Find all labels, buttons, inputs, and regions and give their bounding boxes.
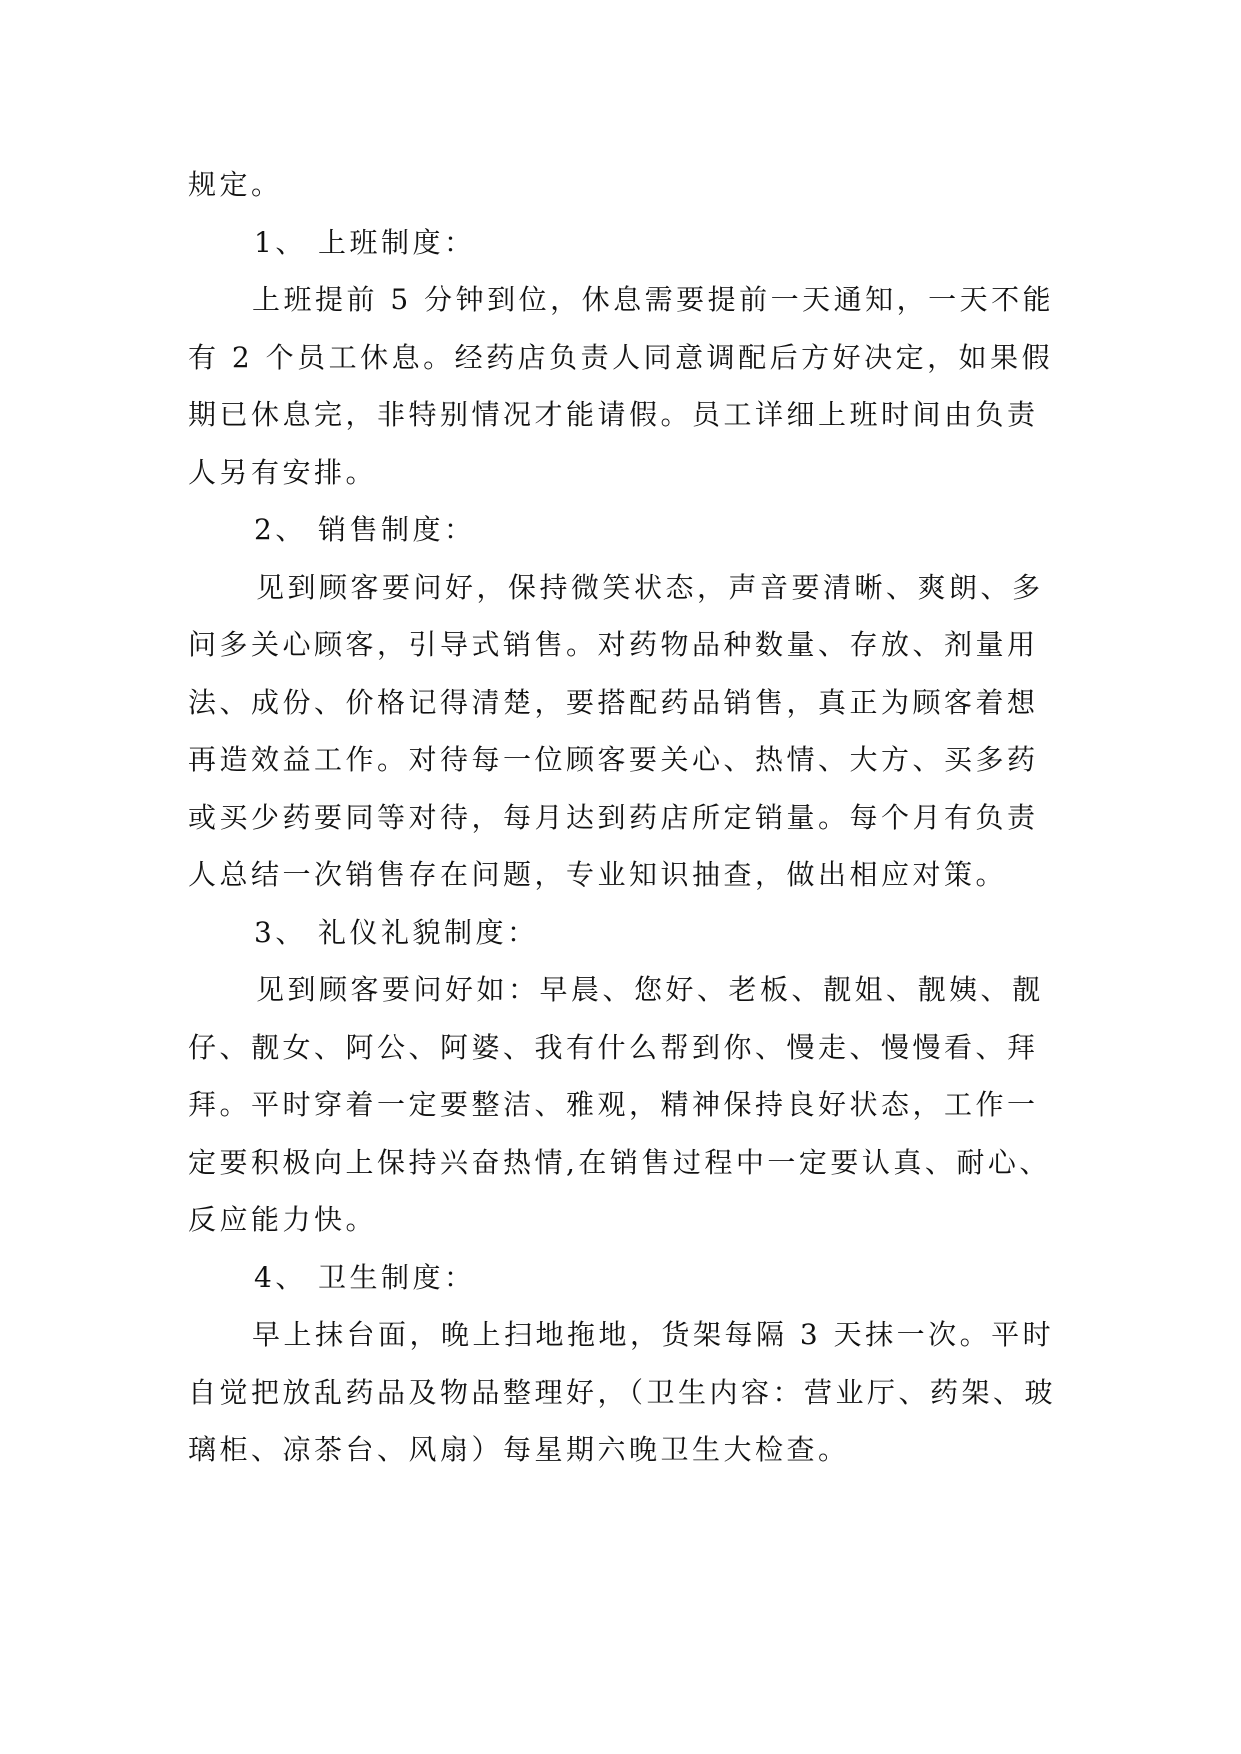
paragraph-continuation: 规定。 [188,168,283,201]
section-number: 4、 [254,1260,307,1294]
section-number: 1、 [254,225,307,259]
paragraph-work-schedule: 上班提前 5 分钟到位，休息需要提前一天通知，一天不能有 2 个员工休息。经药店负责人同意调配后方好决定，如果假期已休息完，非特别情况才能请假。员工详细上班时间由负责人另有安排。 [188,283,1055,489]
document-body [188,156,1068,1479]
paragraph-etiquette: 见到顾客要问好如：早晨、您好、老板、靓姐、靓姨、靓仔、靓女、阿公、阿婆、我有什么帮到你、慢走、慢慢看、拜拜。平时穿着一定要整洁、雅观，精神保持良好状态，工作一定要积极向上保持兴奋热情,在销售过程中一定要认真、耐心、反应能力快。 [188,973,1051,1236]
section-number: 3、 [254,915,307,949]
section-title: 卫生制度： [318,1260,476,1294]
section-title: 上班制度： [318,225,476,259]
section-heading-3 [188,904,1068,962]
section-title: 销售制度： [318,513,476,546]
section-heading-2 [188,501,1068,559]
section-heading-4 [188,1249,1068,1307]
section-title: 礼仪礼貌制度： [318,915,539,949]
paragraph-sales: 见到顾客要问好，保持微笑状态，声音要清晰、爽朗、多问多关心顾客，引导式销售。对药物品种数量、存放、剂量用法、成份、价格记得清楚，要搭配药品销售，真正为顾客着想再造效益工作。对待每一位顾客要关心、热情、大方、买多药或买少药要同等对待，每月达到药店所定销量。每个月有负责人总结一次销售存在问题，专业知识抽查，做出相应对策。 [188,570,1044,891]
section-number: 2、 [254,513,307,546]
paragraph-hygiene: 早上抹台面，晚上扫地拖地，货架每隔 3 天抹一次。平时自觉把放乱药品及物品整理好，（卫生内容：营业厅、药架、玻璃柜、凉茶台、风扇）每星期六晚卫生大检查。 [188,1318,1057,1466]
section-heading-1 [188,214,1068,272]
